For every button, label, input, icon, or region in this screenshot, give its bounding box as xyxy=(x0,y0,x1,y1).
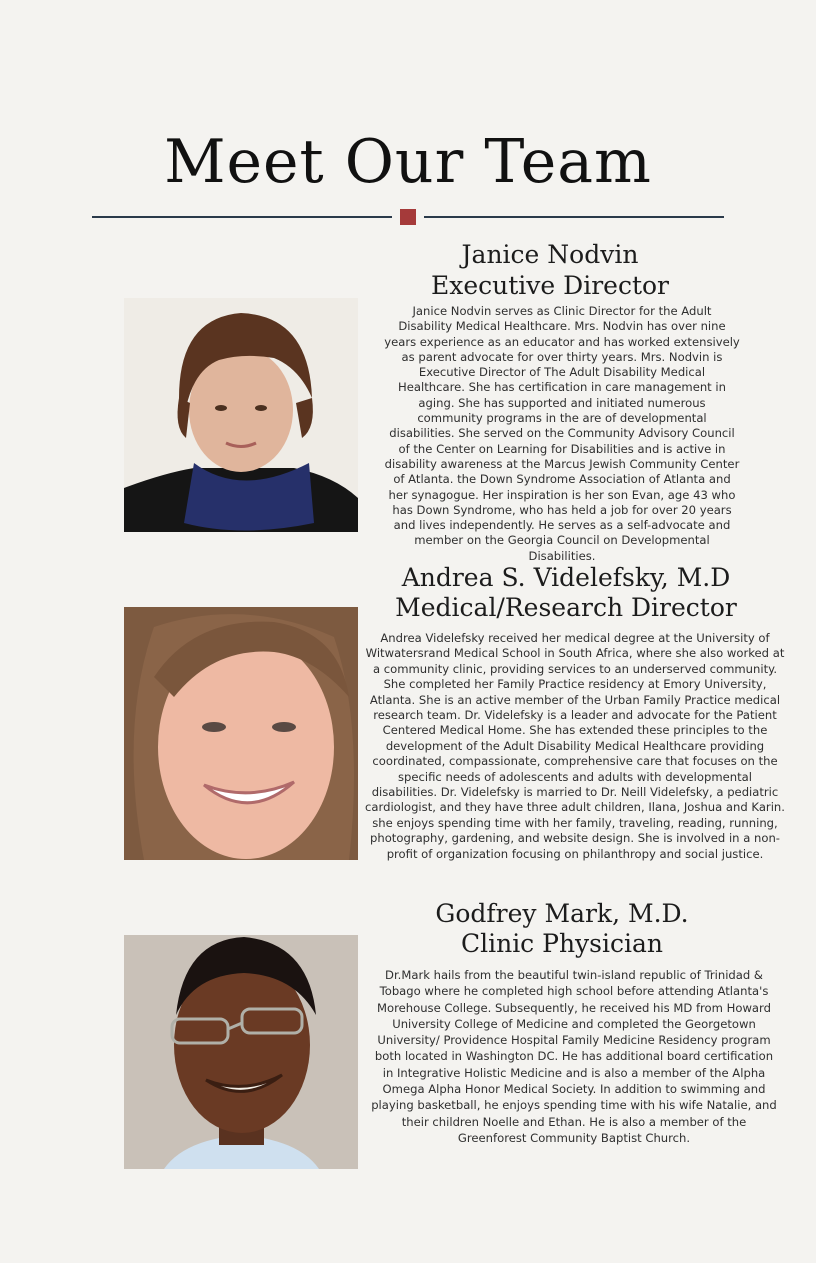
member-name: Godfrey Mark, M.D. xyxy=(435,899,689,928)
page-title: Meet Our Team xyxy=(164,127,652,198)
divider-line-right xyxy=(424,216,724,218)
member-role: Clinic Physician xyxy=(460,929,664,958)
member-photo-godfrey-mark xyxy=(124,935,358,1169)
divider-accent-square xyxy=(400,209,416,225)
member-bio: Janice Nodvin serves as Clinic Director for the Adult Disability Medical Healthcare. Mrs. Nodvin has over nine years experience as an educator and has worked extensively as parent advocate for over thirty years. Mrs. Nodvin is Executive Director of The Adult Disability Medical Healthcare. She has certification in care management in aging. She has supported and initiated numerous community programs in the are of developmental disabilities. She served on the Community Advisory Council of the Center on Learning for Disabilities and is active in disability awareness at the Marcus Jewish Community Center of Atlanta. the Down Syndrome Association of Atlanta and her synagogue. Her inspiration is her son Evan, age 43 who has Down Syndrome, who has held a job for over 20 years and lives independently. He serves as a self-advocate and member on the Georgia Council on Developmental Disabilities. xyxy=(384,304,740,563)
member-name: Janice Nodvin xyxy=(461,240,639,269)
member-bio: Andrea Videlefsky received her medical degree at the University of Witwatersrand Medical School in South Africa, where she also worked at a community clinic, providing services to an underserved community. She completed her Family Practice residency at Emory University, Atlanta. She is an active member of the Urban Family Practice medical research team. Dr. Videlefsky is a leader and advocate for the Patient Centered Medical Home. She has extended these principles to the development of the Adult Disability Medical Healthcare providing coordinated, compassionate, comprehensive care that focuses on the specific needs of adolescents and adults with developmental disabilities. Dr. Videlefsky is married to Dr. Neill Videlefsky, a pediatric cardiologist, and they have three adult children, Ilana, Joshua and Karin. she enjoys spending time with her family, traveling, reading, running, photography, gardening, and website design. She is involved in a non-profit of organization focusing on philanthropy and social justice. xyxy=(365,631,785,861)
member-photo-janice-nodvin xyxy=(124,298,358,532)
divider-line-left xyxy=(92,216,392,218)
member-role: Executive Director xyxy=(431,271,669,300)
member-role: Medical/Research Director xyxy=(395,593,737,622)
member-name: Andrea S. Videlefsky, M.D xyxy=(401,563,731,592)
member-photo-andrea-videlefsky xyxy=(124,607,358,860)
member-bio: Dr.Mark hails from the beautiful twin-island republic of Trinidad & Tobago where he completed high school before attending Atlanta's Morehouse College. Subsequently, he received his MD from Howard University College of Medicine and completed the Georgetown University/ Providence Hospital Family Medicine Residency program both located in Washington DC. He has additional board certification in Integrative Holistic Medicine and is also a member of the Alpha Omega Alpha Honor Medical Society. In addition to swimming and playing basketball, he enjoys spending time with his wife Natalie, and their children Noelle and Ethan. He is also a member of the Greenforest Community Baptist Church. xyxy=(371,968,777,1145)
